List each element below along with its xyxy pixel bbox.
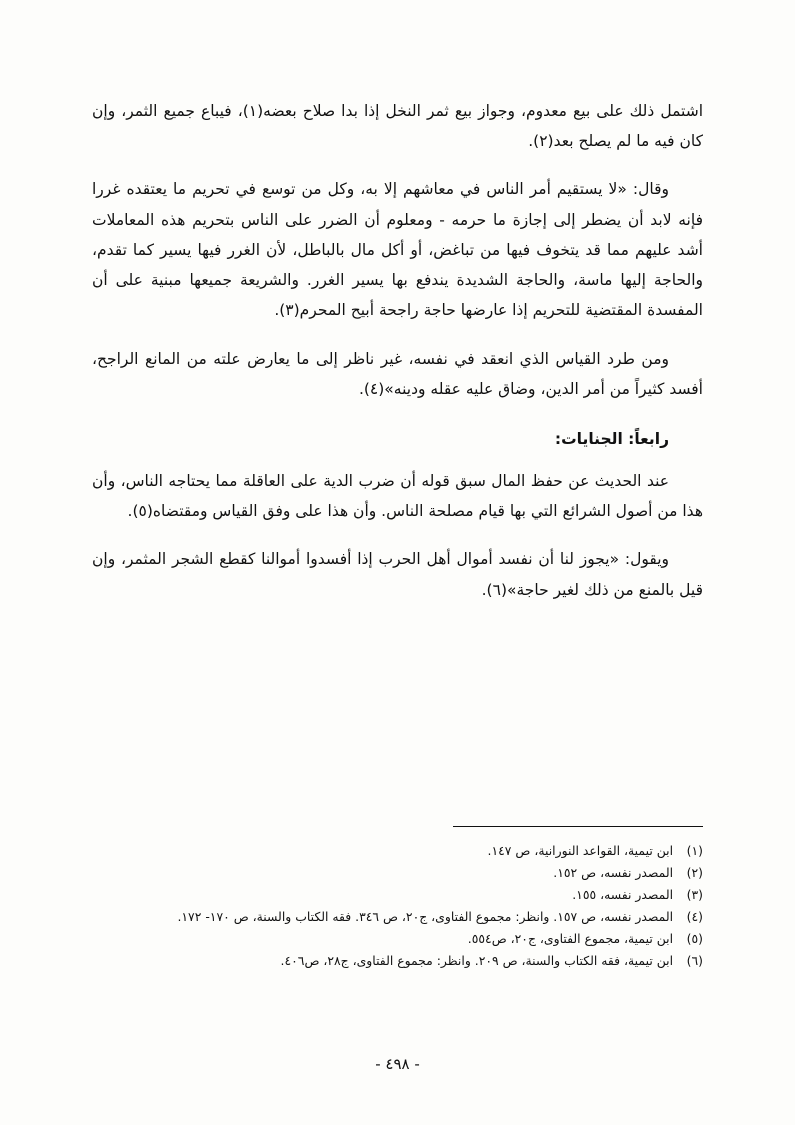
footnote-text: ابن تيمية، القواعد النورانية، ص ١٤٧. xyxy=(487,843,674,858)
footnote-number: (٦) xyxy=(686,953,703,969)
footnote-text: المصدر نفسه، ١٥٥. xyxy=(572,887,674,903)
paragraph: ويقول: «يجوز لنا أن نفسد أموال أهل الحرب إذا أفسدوا أموالنا كقطع الشجر المثمر، وإن قيل بالمنع من ذلك لغير حاجة»(٦). xyxy=(92,550,703,599)
footnotes xyxy=(92,826,703,974)
footnote-item xyxy=(92,841,703,861)
footnote-item xyxy=(92,929,703,949)
footnote-text: المصدر نفسه، ص ١٥٧. وانظر: مجموع الفتاوى، ج٢٠، ص ٣٤٦. فقه الكتاب والسنة، ص ١٧٠- ١٧٢. xyxy=(177,909,674,925)
paragraph: ومن طرد القياس الذي انعقد في نفسه، غير ناظر إلى ما يعارض علته من المانع الراجح، أفسد كثيراً من أمر الدين، وضاق عليه عقله ودينه»(٤). xyxy=(92,349,703,398)
footnote-number: (٣) xyxy=(686,887,703,903)
footnote-item xyxy=(92,907,703,927)
footnote-separator xyxy=(453,826,703,827)
section-heading: رابعاً: الجنايات: xyxy=(554,429,669,448)
footnote-number: (٥) xyxy=(686,931,703,947)
footnote-item xyxy=(92,863,703,883)
footnote-item xyxy=(92,885,703,905)
paragraph: عند الحديث عن حفظ المال سبق قوله أن ضرب الدية على العاقلة مما يحتاجه الناس، وأن هذا من أصول الشرائع التي بها قيام مصلحة الناس. وأن هذا على وفق القياس ومقتضاه(٥). xyxy=(92,471,703,521)
paragraph: اشتمل ذلك على بيع معدوم، وجواز بيع ثمر النخل إذا بدا صلاح بعضه(١)، فيباع جميع الثمر، وإن كان فيه ما لم يصلح بعد(٢). xyxy=(92,102,703,151)
footnote-text: ابن تيمية، مجموع الفتاوى، ج٢٠، ص٥٥٤. xyxy=(467,931,674,947)
footnote-number: (٤) xyxy=(686,909,703,925)
footnote-text: ابن تيمية، فقه الكتاب والسنة، ص ٢٠٩. وانظر: مجموع الفتاوى، ج٢٨، ص٤٠٦. xyxy=(280,953,674,969)
paragraph: وقال: «لا يستقيم أمر الناس في معاشهم إلا به، وكل من توسع في تحريم ما يعتقده غررا فإنه لابد أن يضطر إلى إجازة ما حرمه - ومعلوم أن الضرر على الناس بتحريم هذه المعاملات أشد عليهم مما قد يتخوف فيها من تباغض، أو أكل مال بالباطل، لأن الغرر فيها يسير كما تقدم، والحاجة إليها ماسة، والحاجة الشديدة يندفع بها يسير الغرر. والشريعة جميعها مبنية على أن المفسدة المقتضية للتحريم إذا عارضها حاجة راجحة أبيح المحرم(٣). xyxy=(92,180,703,320)
footnote-item xyxy=(92,951,703,971)
footnote-number: (١) xyxy=(686,843,703,858)
page-number: - ٤٩٨ - xyxy=(375,1055,420,1073)
page-body xyxy=(92,96,703,610)
footnote-text: المصدر نفسه، ص ١٥٢. xyxy=(553,865,674,881)
footnote-number: (٢) xyxy=(686,865,703,881)
